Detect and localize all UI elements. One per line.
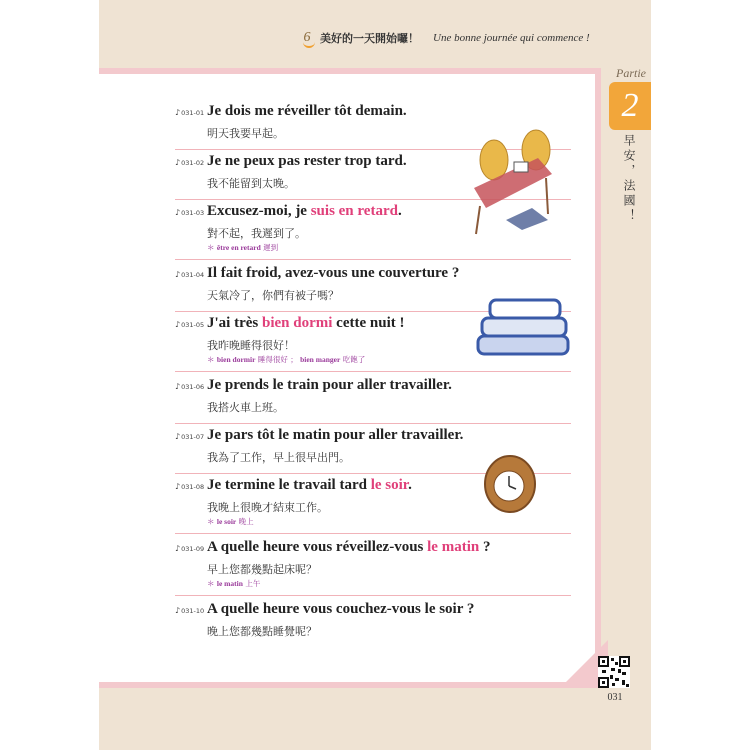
french-sentence: [207, 377, 452, 394]
track-number[interactable]: [175, 544, 204, 553]
track-id: 031-04: [181, 271, 205, 279]
sentence-text: .: [408, 477, 412, 493]
track-id: 031-10: [181, 607, 205, 615]
chinese-translation: 我搭火車上班。: [207, 401, 284, 414]
tip-term: le matin: [216, 579, 243, 588]
tip-marker: ＊: [207, 517, 217, 526]
entry-divider: [175, 371, 571, 372]
clock-illustration: [482, 452, 538, 514]
breakfast-table-illustration: [466, 128, 558, 238]
tip-meaning: 睡得很好 ；: [255, 355, 301, 364]
chapter-header: [300, 26, 650, 50]
track-id: 031-02: [181, 159, 205, 167]
track-number[interactable]: [175, 108, 204, 117]
highlighted-phrase: bien dormi: [261, 315, 333, 331]
sentence-text: Je ne peux pas rester trop tard.: [207, 153, 407, 169]
sentence-text: A quelle heure vous couchez-vous le soir ?: [207, 601, 475, 617]
track-number[interactable]: [175, 158, 204, 167]
tip-meaning: 上午: [242, 579, 261, 588]
tip-marker: ＊: [207, 243, 217, 252]
chinese-translation: 我為了工作，早上很早出門。: [207, 451, 350, 464]
tip-meaning: 晚上: [236, 517, 254, 526]
chinese-translation: 晚上您都幾點睡覺呢？: [207, 625, 317, 638]
chinese-translation: 我晚上很晚才結束工作。: [207, 501, 328, 514]
french-sentence: [207, 427, 463, 444]
track-number[interactable]: [175, 270, 204, 279]
sentence-text: A quelle heure vous réveillez-vous: [207, 539, 428, 555]
entry-divider: [175, 259, 571, 260]
music-note-icon: ♪: [175, 320, 181, 329]
sentence-text: Excusez-moi, je: [207, 203, 311, 219]
music-note-icon: ♪: [175, 108, 181, 117]
music-note-icon: ♪: [175, 544, 181, 553]
chinese-translation: 對不起，我遲到了。: [207, 227, 306, 240]
track-id: 031-06: [181, 383, 205, 391]
music-note-icon: ♪: [175, 158, 181, 167]
french-sentence: [207, 103, 407, 120]
part-title: 早安，法國！: [622, 134, 636, 224]
chinese-translation: 我不能留到太晚。: [207, 177, 295, 190]
track-number[interactable]: [175, 208, 204, 217]
chapter-title-zh: 美好的一天開始囉！: [320, 32, 419, 45]
highlighted-phrase: le matin: [427, 539, 480, 555]
french-sentence: [207, 265, 459, 282]
track-number[interactable]: [175, 382, 204, 391]
sentence-text: Il fait froid, avez-vous une couverture ?: [207, 265, 460, 281]
tip-marker: ＊: [207, 355, 217, 364]
music-note-icon: ♪: [175, 432, 181, 441]
music-note-icon: ♪: [175, 482, 181, 491]
entry-divider: [175, 595, 571, 596]
blanket-illustration: [474, 296, 572, 360]
french-sentence: [207, 601, 474, 618]
track-number[interactable]: [175, 432, 204, 441]
sentence-text: Je termine le travail tard: [207, 477, 371, 493]
track-id: 031-01: [181, 109, 205, 117]
sentence-text: cette nuit !: [332, 315, 405, 331]
part-number-tab: [609, 82, 651, 130]
tip-term: être en retard: [216, 243, 261, 252]
track-number[interactable]: [175, 606, 204, 615]
tip-term: le soir: [216, 517, 237, 526]
page-number: 031: [607, 692, 623, 703]
partie-label: Partie: [616, 66, 646, 80]
tip-term: bien manger: [300, 355, 341, 364]
tip-term: bien dormir: [216, 355, 256, 364]
music-note-icon: ♪: [175, 270, 181, 279]
vocabulary-tip: [207, 354, 365, 365]
track-id: 031-07: [181, 433, 205, 441]
chapter-title-fr: Une bonne journée qui commence !: [433, 32, 590, 44]
french-sentence: [207, 315, 404, 332]
track-number[interactable]: [175, 320, 204, 329]
sentence-text: Je dois me réveiller tôt demain.: [207, 103, 407, 119]
tip-marker: ＊: [207, 579, 217, 588]
music-note-icon: ♪: [175, 208, 181, 217]
track-id: 031-09: [181, 545, 205, 553]
part-number: 2: [621, 87, 639, 124]
chinese-translation: 天氣冷了，你們有被子嗎？: [207, 289, 339, 302]
music-note-icon: ♪: [175, 382, 181, 391]
chinese-translation: 明天我要早起。: [207, 127, 284, 140]
track-id: 031-08: [181, 483, 205, 491]
french-sentence: [207, 477, 412, 494]
music-note-icon: ♪: [175, 606, 181, 615]
chinese-translation: 我昨晚睡得很好！: [207, 339, 295, 352]
chinese-translation: 早上您都幾點起床呢？: [207, 563, 317, 576]
qr-code-icon[interactable]: [598, 656, 630, 688]
track-id: 031-05: [181, 321, 205, 329]
sentence-text: .: [397, 203, 402, 219]
sentence-text: J'ai très: [207, 315, 262, 331]
vocabulary-tip: [207, 578, 260, 589]
highlighted-phrase: suis en retard: [310, 203, 398, 219]
vocabulary-tip: [207, 516, 254, 527]
french-sentence: [207, 203, 402, 220]
tip-meaning: 遲到: [260, 243, 279, 252]
highlighted-phrase: le soir: [370, 477, 409, 493]
entry-divider: [175, 423, 571, 424]
french-sentence: [207, 153, 407, 170]
vocabulary-tip: [207, 242, 278, 253]
track-id: 031-03: [181, 209, 205, 217]
sentence-text: ?: [479, 539, 491, 555]
sentence-text: Je pars tôt le matin pour aller travailler.: [207, 427, 464, 443]
entry-divider: [175, 533, 571, 534]
track-number[interactable]: [175, 482, 204, 491]
french-sentence: [207, 539, 490, 556]
chapter-number: 6: [300, 30, 314, 46]
tip-meaning: 吃飽了: [340, 355, 366, 364]
sentence-text: Je prends le train pour aller travailler.: [207, 377, 452, 393]
